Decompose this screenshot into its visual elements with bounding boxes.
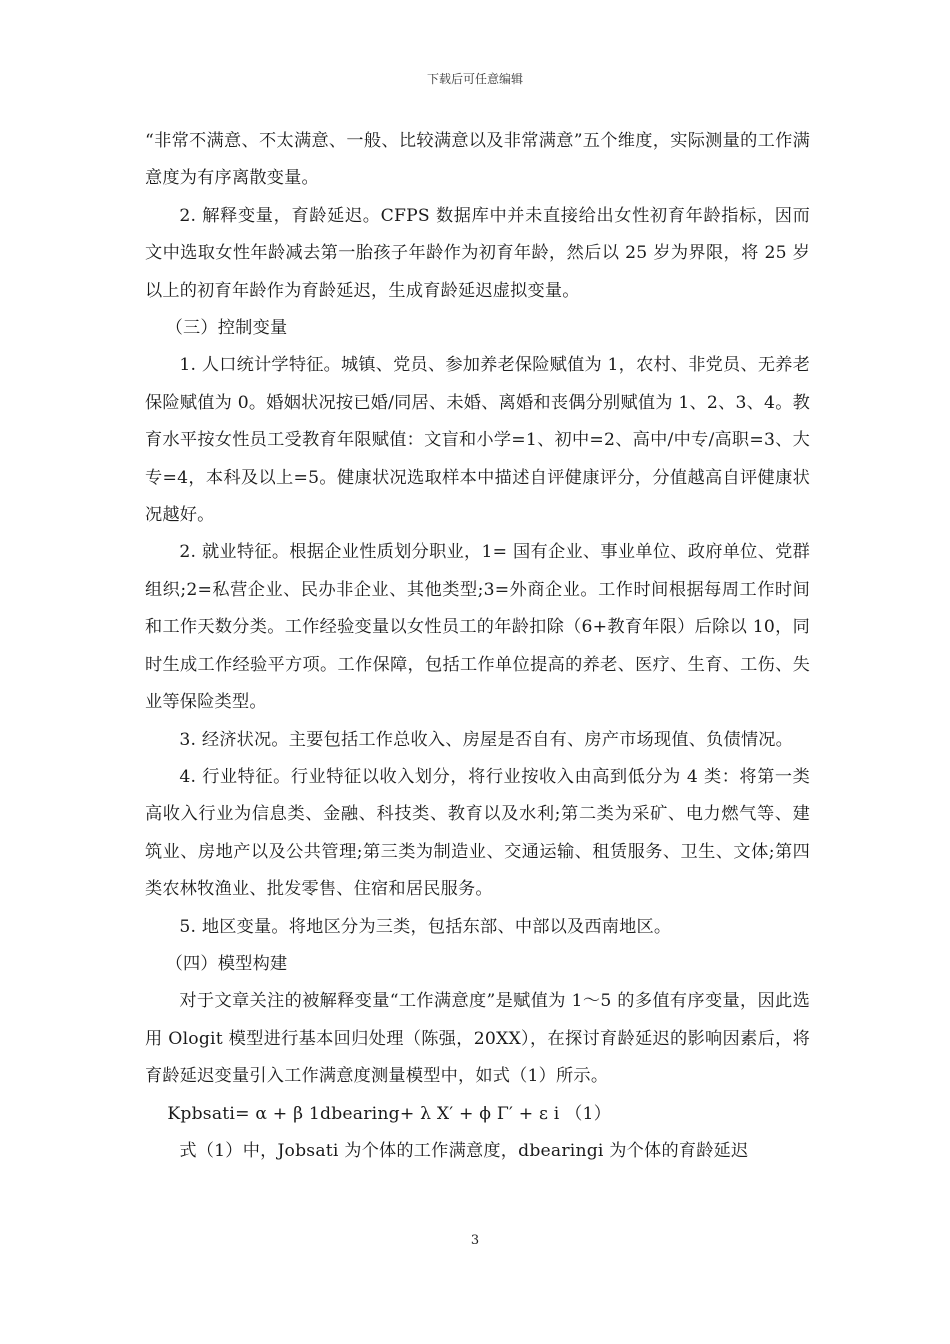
paragraph-model-description: 对于文章关注的被解释变量“工作满意度”是赋值为 1～5 的多值有序变量，因此选用 Ologit 模型进行基本回归处理（陈强，20XX），在探讨育龄延迟的影响因素后，将育龄延迟变量引入工作满意度测量模型中，如式（1）所示。: [145, 991, 810, 1087]
paragraph-industry: 4. 行业特征。行业特征以收入划分，将行业按收入由高到低分为 4 类：将第一类高收入行业为信息类、金融、科技类、教育以及水利;第二类为采矿、电力燃气等、建筑业、房地产以及公共管理;第三类为制造业、交通运输、租赁服务、卫生、文体;第四类农林牧渔业、批发零售、住宿和居民服务。: [145, 766, 810, 900]
paragraph-equation-explanation: 式（1）中，Jobsati 为个体的工作满意度，dbearingi 为个体的育龄延迟: [179, 1140, 749, 1161]
section-heading-model: （四）模型构建: [165, 953, 288, 974]
body-text: [145, 123, 810, 1170]
paragraph-economic-status: 3. 经济状况。主要包括工作总收入、房屋是否自有、房产市场现值、负债情况。: [179, 729, 794, 750]
paragraph-satisfaction-dimensions: “非常不满意、不太满意、一般、比较满意以及非常满意”五个维度，实际测量的工作满意度为有序离散变量。: [145, 131, 810, 189]
paragraph-demographics: 1. 人口统计学特征。城镇、党员、参加养老保险赋值为 1，农村、非党员、无养老保险赋值为 0。婚姻状况按已婚/同居、未婚、离婚和丧偶分别赋值为 1、2、3、4。教育水平按女性员工受教育年限赋值：文盲和小学=1、初中=2、高中/中专/高职=3、大专=4，本科及以上=5。健康状况选取样本中描述自评健康评分，分值越高自评健康状况越好。: [145, 355, 810, 526]
paragraph-employment: 2. 就业特征。根据企业性质划分职业，1= 国有企业、事业单位、政府单位、党群组织;2=私营企业、民办非企业、其他类型;3=外商企业。工作时间根据每周工作时间和工作天数分类。工作经验变量以女性员工的年龄扣除（6+教育年限）后除以 10，同时生成工作经验平方项。工作保障，包括工作单位提高的养老、医疗、生育、工伤、失业等保险类型。: [145, 542, 810, 713]
page-number: 3: [470, 1233, 480, 1248]
section-heading-control-variables: （三）控制变量: [165, 318, 288, 339]
equation-1: Kpbsati= α + β 1dbearing+ λ X′ + ϕ Γ′ + ε i （1）: [167, 1103, 612, 1124]
paragraph-explanatory-variable: 2. 解释变量，育龄延迟。CFPS 数据库中并未直接给出女性初育年龄指标，因而文中选取女性年龄减去第一胎孩子年龄作为初育年龄，然后以 25 岁为界限，将 25 岁以上的初育年龄作为育龄延迟，生成育龄延迟虚拟变量。: [145, 205, 810, 301]
page-header-note: 下载后可任意编辑: [426, 72, 523, 86]
paragraph-region: 5. 地区变量。将地区分为三类，包括东部、中部以及西南地区。: [179, 916, 672, 937]
